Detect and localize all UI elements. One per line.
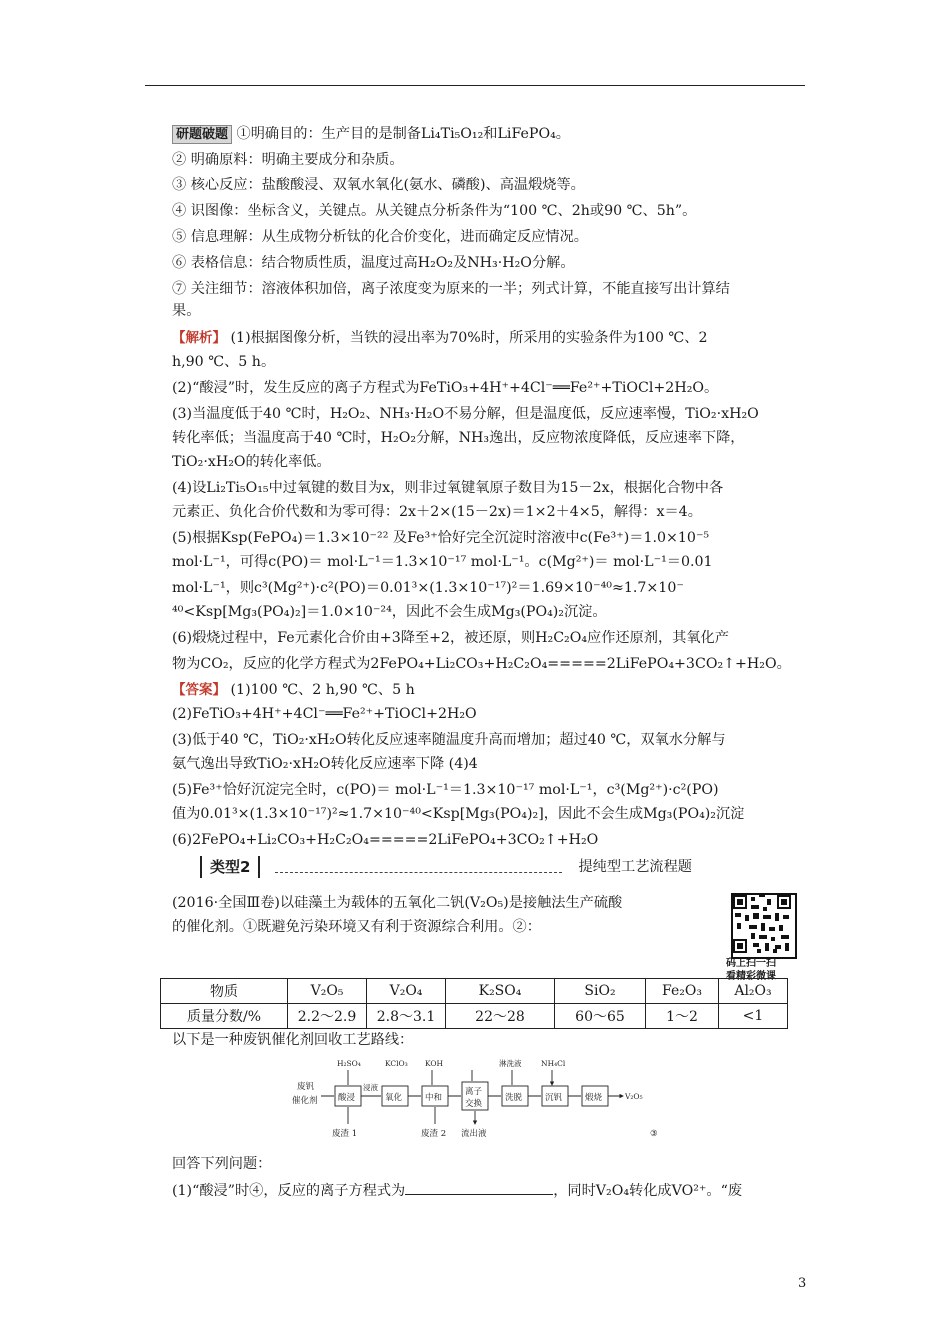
analysis-line-8: (5)根据Ksp(FePO₄)＝1.3×10⁻²² 及Fe³⁺恰好完全沉淀时溶液中c(Fe³⁺)＝1.0×10⁻⁵ [172,530,710,546]
table-header-cell: Al₂O₃ [719,979,788,1004]
analysis-line-13: 物为CO₂，反应的化学方程式为2FePO₄+Li₂CO₃+H₂C₂O₄=====2LiFePO₄+3CO₂↑+H₂O。 [172,656,791,672]
qr-caption-2: 看精彩微课 [726,971,776,982]
qr-pattern [733,895,791,953]
flow-start-1: 废钒 [297,1082,315,1092]
analysis-line-4: 转化率低；当温度高于40 ℃时，H₂O₂分解，NH₃逸出，反应物浓度降低，反应速率下降， [172,430,745,446]
intro-line-6: ⑥ 表格信息：结合物质性质，温度过高H₂O₂及NH₃·H₂O分解。 [172,255,575,271]
flow-top-label: KClO₃ [385,1059,408,1068]
table-header-cell: V₂O₄ [367,979,446,1004]
flow-start-2: 催化剂 [292,1096,318,1106]
answer-line-0 [172,680,415,700]
intro-line-5: ⑤ 信息理解：从生成物分析钛的化合价变化，进而确定反应情况。 [172,229,588,245]
flow-end-label: V₂O₅ [625,1092,643,1101]
flow-bottom-label: 流出液 [461,1129,487,1139]
intro-text-1: ①明确目的：生产目的是制备Li₄Ti₅O₁₂和LiFePO₄。 [236,126,570,142]
table-header-cell: SiO₂ [555,979,646,1004]
flow-mark: ③ [650,1129,658,1139]
flow-box-label: 氧化 [385,1093,403,1103]
table-header-cell: V₂O₅ [288,979,367,1004]
problem-line-2: 的催化剂。①既避免污染环境又有利于资源综合利用。②： [172,919,541,935]
page-number: 3 [798,1276,807,1291]
table-cell: <1 [719,1004,788,1029]
intro-line-7: ⑦ 关注细节：溶液体积加倍，离子浓度变为原来的一半；列式计算，不能直接写出计算结 [172,281,730,297]
analysis-line-7: 元素正、负化合价代数和为零可得：2x＋2×(15－2x)＝1×2＋4×5，解得：x＝4。 [172,504,702,520]
composition-table [160,978,788,1029]
flow-box-label: 交换 [465,1099,483,1109]
type2-title: 提纯型工艺流程题 [578,859,692,875]
flow-top-label: H₂SO₄ [337,1059,361,1068]
flow-box-label: 中和 [425,1093,443,1103]
analysis-line-5: TiO₂·xH₂O的转化率低。 [172,454,331,470]
table-cell: 质量分数/% [161,1004,288,1029]
analysis-tag: 【解析】 [172,330,226,346]
qr-code-icon[interactable] [731,893,797,959]
answer-tag: 【答案】 [172,682,226,698]
answer-line-1: (2)FeTiO₃+4H⁺+4Cl⁻══Fe²⁺+TiOCl+2H₂O [172,706,477,722]
flow-box-label: 沉钒 [545,1093,563,1103]
type2-heading [200,856,692,880]
table-cell: 1～2 [646,1004,719,1029]
answer-line-2: (3)低于40 ℃，TiO₂·xH₂O转化反应速率随温度升高而增加；超过40 ℃，双氧水分解与 [172,732,726,748]
intro-line-1 [172,124,570,144]
intro-tag: 研题破题 [172,125,232,144]
question-1 [172,1180,742,1201]
route-intro: 以下是一种废钒催化剂回收工艺路线： [172,1032,414,1048]
flow-box-label: 洗脱 [505,1093,523,1103]
flow-top-label: NH₄Cl [541,1059,566,1068]
intro-line-7b: 果。 [172,303,201,319]
type2-dash-rule [275,872,562,873]
analysis-line-9: mol·L⁻¹，可得c(PO)＝ mol·L⁻¹＝1.3×10⁻¹⁷ mol·L⁻¹。c(Mg²⁺)＝ mol·L⁻¹＝0.01 [172,554,713,570]
table-cell: 2.2～2.9 [288,1004,367,1029]
questions-intro: 回答下列问题： [172,1156,272,1172]
analysis-line-12: (6)煅烧过程中，Fe元素化合价由+3降至+2，被还原，则H₂C₂O₄应作还原剂，其氧化产 [172,630,729,646]
analysis-line-11: ⁴⁰<Ksp[Mg₃(PO₄)₂]＝1.0×10⁻²⁴，因此不会生成Mg₃(PO₄)₂沉淀。 [172,604,607,620]
analysis-line-10: mol·L⁻¹，则c³(Mg²⁺)·c²(PO)＝0.01³×(1.3×10⁻¹⁷)²＝1.69×10⁻⁴⁰≈1.7×10⁻ [172,580,684,596]
intro-line-4: ④ 识图像：坐标含义，关键点。从关键点分析条件为“100 ℃、2h或90 ℃、5h”。 [172,203,697,219]
type2-badge: 类型2 [200,856,260,878]
flow-input-arrows [348,1070,552,1085]
flow-bottom-label: 废渣 1 [332,1129,358,1139]
question-1-text-a: (1)“酸浸”时④，反应的离子方程式为 [172,1183,406,1199]
table-cell: 2.8～3.1 [367,1004,446,1029]
table-header-row [161,979,788,1004]
flow-output-arrows [348,1107,475,1124]
table-header-cell: Fe₂O₃ [646,979,719,1004]
table-cell: 60～65 [555,1004,646,1029]
table-header-cell: K₂SO₄ [446,979,555,1004]
analysis-line-0 [172,328,708,348]
answer-line-3: 氨气逸出导致TiO₂·xH₂O转化反应速率下降 (4)4 [172,756,478,772]
header-rule [145,85,805,86]
analysis-line-1: h,90 ℃、5 h。 [172,354,276,370]
flow-top-label: KOH [425,1059,444,1068]
answer-line-5: 值为0.01³×(1.3×10⁻¹⁷)²≈1.7×10⁻⁴⁰<Ksp[Mg₃(PO₄)₂]，因此不会生成Mg₃(PO₄)₂沉淀 [172,806,745,822]
table-header-cell: 物质 [161,979,288,1004]
intro-line-3: ③ 核心反应：盐酸酸浸、双氧水氧化(氨水、磷酸)、高温煅烧等。 [172,177,585,193]
table-row [161,1004,788,1029]
answer-blank[interactable] [405,1180,553,1195]
question-1-text-b: ，同时V₂O₄转化成VO²⁺。“废 [553,1183,743,1199]
flow-box-label: 煅烧 [585,1093,603,1103]
answer-line-6: (6)2FePO₄+Li₂CO₃+H₂C₂O₄=====2LiFePO₄+3CO₂↑+H₂O [172,832,599,848]
flow-top-label: 淋洗液 [499,1059,522,1068]
flow-top-label: 浸液 [363,1083,378,1092]
flow-box-label: 离子 [465,1087,483,1097]
flow-bottom-label: 废渣 2 [421,1129,447,1139]
problem-line-1: (2016·全国Ⅲ卷)以硅藻土为载体的五氧化二钒(V₂O₅)是接触法生产硫酸 [172,895,623,911]
table-cell: 22～28 [446,1004,555,1029]
intro-line-2: ② 明确原料：明确主要成分和杂质。 [172,152,404,168]
analysis-text-0: (1)根据图像分析，当铁的浸出率为70%时，所采用的实验条件为100 ℃、2 [230,330,708,346]
flow-box-label: 酸浸 [338,1093,356,1103]
answer-line-4: (5)Fe³⁺恰好沉淀完全时，c(PO)＝ mol·L⁻¹＝1.3×10⁻¹⁷ mol·L⁻¹，c³(Mg²⁺)·c²(PO) [172,782,719,798]
analysis-line-2: (2)“酸浸”时，发生反应的离子方程式为FeTiO₃+4H⁺+4Cl⁻══Fe²⁺+TiOCl+2H₂O。 [172,380,719,396]
analysis-line-3: (3)当温度低于40 ℃时，H₂O₂、NH₃·H₂O不易分解，但是温度低，反应速率慢，TiO₂·xH₂O [172,406,759,422]
analysis-line-6: (4)设Li₂Ti₅O₁₅中过氧键的数目为x，则非过氧键氧原子数目为15－2x，根据化合物中各 [172,480,724,496]
answer-text-0: (1)100 ℃、2 h,90 ℃、5 h [230,682,415,698]
process-flow-diagram [285,1052,665,1144]
qr-caption-1: 码上扫一扫 [726,958,776,969]
